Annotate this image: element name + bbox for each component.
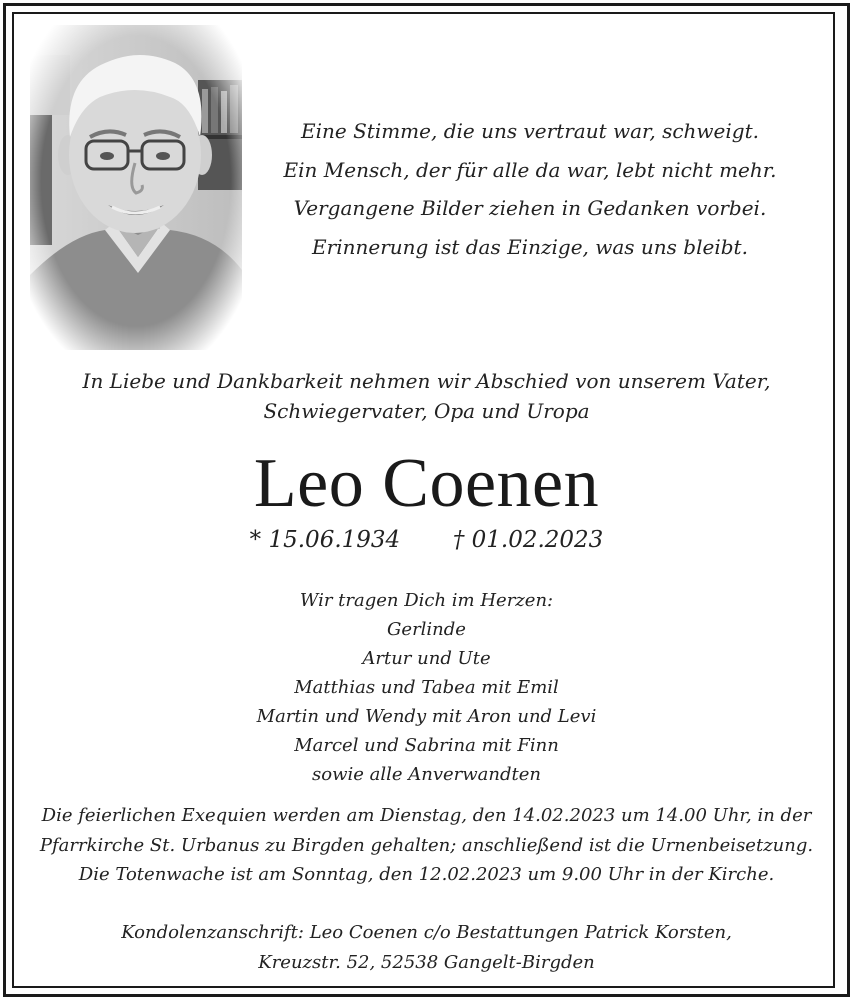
death-date: 01.02.2023: [471, 527, 604, 553]
portrait-photo-icon: [30, 25, 242, 350]
birth-date: 15.06.1934: [268, 527, 401, 553]
mourners-heading: Wir tragen Dich im Herzen:: [299, 590, 554, 611]
address-line: Kondolenzanschrift: Leo Coenen c/o Bestattungen Patrick Korsten,: [121, 922, 732, 943]
intro-line: Schwiegervater, Opa und Uropa: [263, 399, 590, 423]
mourner-entry: Marcel und Sabrina mit Finn: [294, 735, 559, 756]
farewell-intro: [20, 366, 833, 426]
address-line: Kreuzstr. 52, 52538 Gangelt-Birgden: [258, 951, 595, 973]
condolence-address: [20, 918, 833, 977]
life-dates: [20, 522, 833, 558]
intro-line: In Liebe und Dankbarkeit nehmen wir Abschied von unserem Vater,: [82, 369, 771, 393]
mourner-entry: Artur und Ute: [362, 648, 491, 669]
poem-line: Vergangene Bilder ziehen in Gedanken vorbei.: [293, 196, 767, 220]
mourner-entry: sowie alle Anverwandten: [312, 764, 541, 785]
poem-line: Ein Mensch, der für alle da war, lebt nicht mehr.: [283, 157, 777, 182]
funeral-line: Pfarrkirche St. Urbanus zu Birgden gehalten; anschließend ist die Urnenbeisetzung.: [39, 834, 814, 856]
birth-symbol: *: [249, 527, 262, 553]
mourner-entry: Gerlinde: [387, 619, 466, 640]
mourner-entry: Matthias und Tabea mit Emil: [294, 677, 559, 698]
funeral-line: Die feierlichen Exequien werden am Dienstag, den 14.02.2023 um 14.00 Uhr, in der: [41, 805, 812, 826]
poem-line: Eine Stimme, die uns vertraut war, schweigt.: [301, 119, 759, 143]
funeral-details: [20, 801, 833, 890]
mourners-list: [20, 586, 833, 789]
mourner-entry: Martin und Wendy mit Aron und Levi: [256, 706, 597, 727]
funeral-line: Die Totenwache ist am Sonntag, den 12.02.2023 um 9.00 Uhr in der Kirche.: [78, 864, 775, 885]
memorial-poem: [270, 112, 790, 266]
deceased-name: Leo Coenen: [253, 445, 600, 522]
poem-line: Erinnerung ist das Einzige, was uns bleibt.: [312, 234, 748, 259]
death-symbol: †: [452, 527, 465, 553]
